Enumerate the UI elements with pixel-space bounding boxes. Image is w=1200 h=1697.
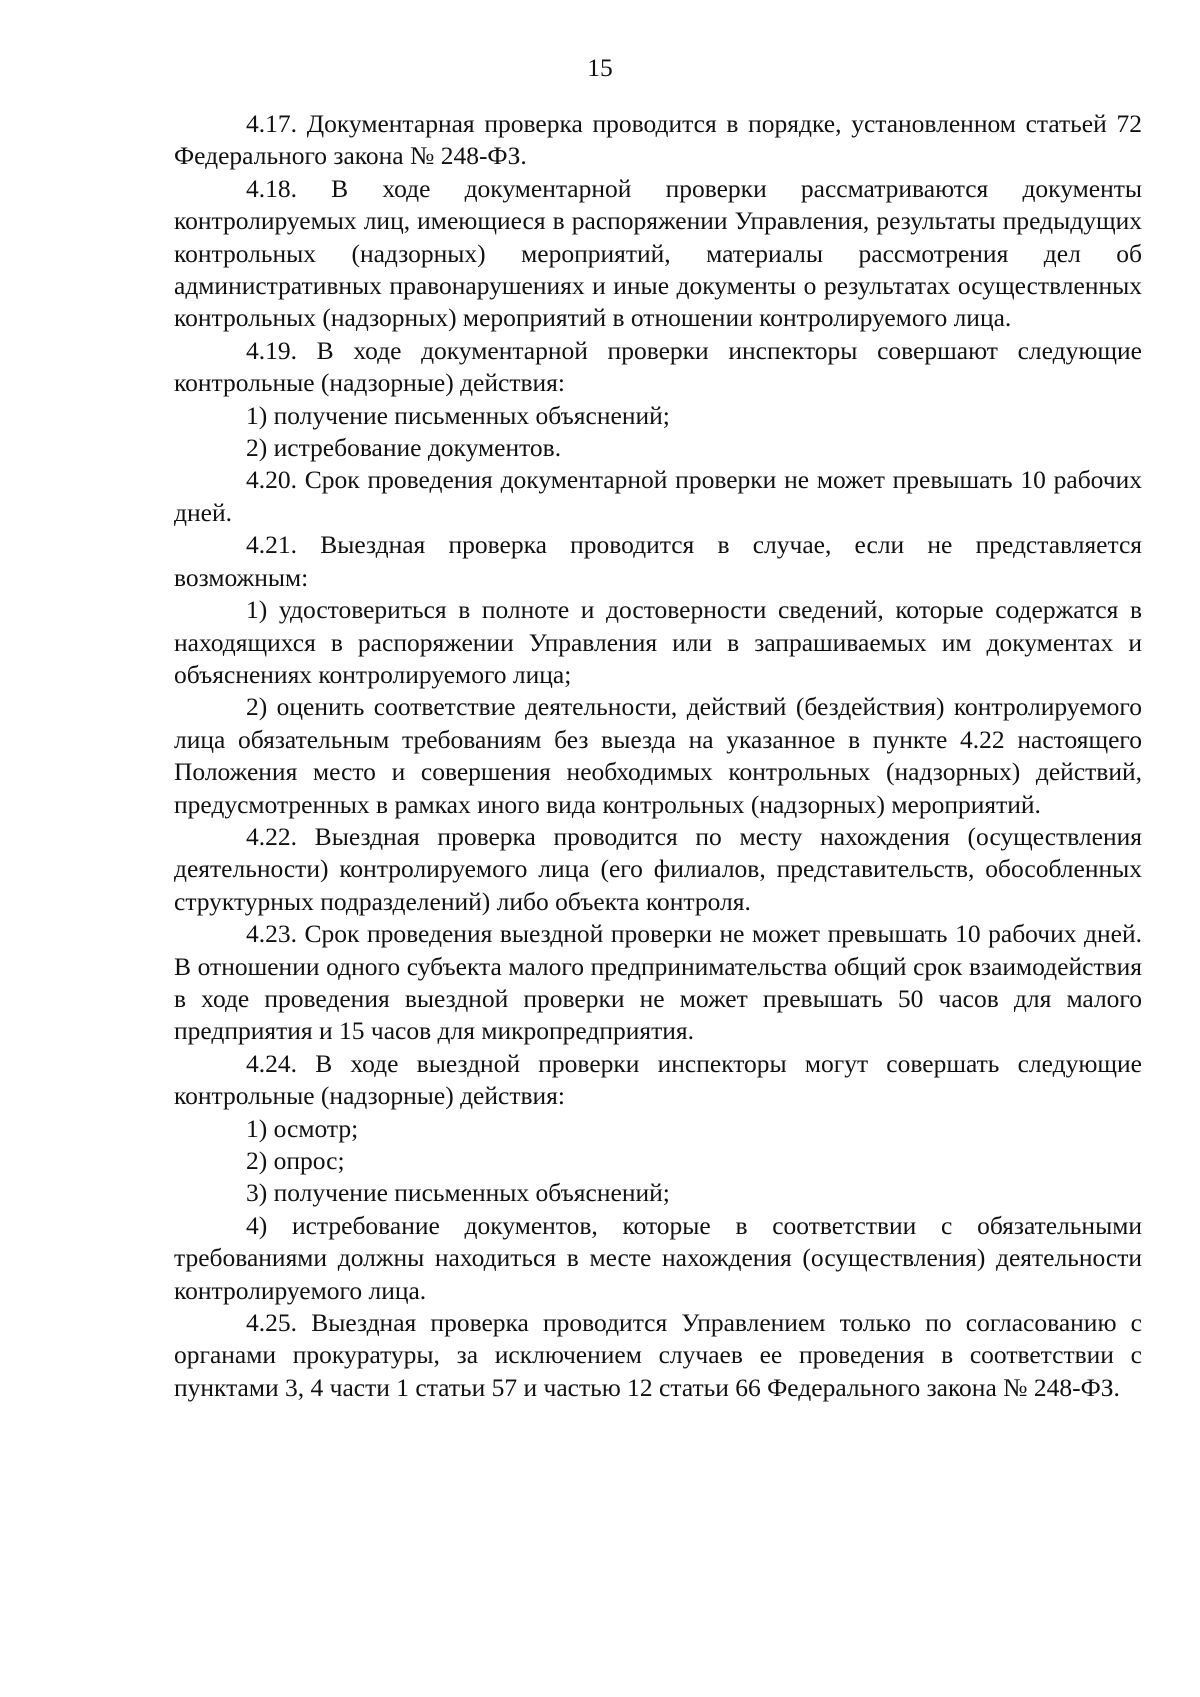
paragraph-4-18: 4.18. В ходе документарной проверки рассматриваются документы контролируемых лиц, имеющиеся в распоряжении Управления, результаты предыдущих контрольных (надзорных) мероприятий, материалы рассмотрения дел об административных правонарушениях и иные документы о результатах осуществленных контрольных (надзорных) мероприятий в отношении контролируемого лица. <box>174 173 1142 333</box>
paragraph-4-24: 4.24. В ходе выездной проверки инспекторы могут совершать следующие контрольные (надзорные) действия: <box>174 1048 1142 1111</box>
list-item: 2) истребование документов. <box>246 433 562 463</box>
paragraph-4-17: 4.17. Документарная проверка проводится в порядке, установленном статьей 72 Федерального закона № 248-ФЗ. <box>174 109 1142 171</box>
document-body <box>174 108 1142 1404</box>
list-item: 1) получение письменных объяснений; <box>246 400 670 430</box>
page-number: 15 <box>587 53 613 82</box>
list-item: 1) осмотр; <box>246 1113 359 1143</box>
list-item: 3) получение письменных объяснений; <box>246 1178 670 1208</box>
list-item: 1) удостовериться в полноте и достоверности сведений, которые содержатся в находящихся в распоряжении Управления или в запрашиваемых им документах и объяснениях контролируемого лица; <box>174 595 1142 689</box>
list-item: 2) опрос; <box>246 1146 345 1175</box>
paragraph-4-22: 4.22. Выездная проверка проводится по месту нахождения (осуществления деятельности) контролируемого лица (его филиалов, представительств, обособленных структурных подразделений) либо объекта контроля. <box>174 821 1142 916</box>
list-item: 4) истребование документов, которые в соответствии с обязательными требованиями должны находиться в месте нахождения (осуществления) деятельности контролируемого лица. <box>174 1210 1142 1305</box>
paragraph-4-25: 4.25. Выездная проверка проводится Управлением только по согласованию с органами прокуратуры, за исключением случаев ее проведения в соответствии с пунктами 3, 4 части 1 статьи 57 и частью 12 статьи 66 Федерального закона № 248-ФЗ. <box>174 1308 1142 1402</box>
list-item: 2) оценить соответствие деятельности, действий (бездействия) контролируемого лица обязательным требованиям без выезда на указанное в пункте 4.22 настоящего Положения место и совершения необходимых контрольных (надзорных) действий, предусмотренных в рамках иного вида контрольных (надзорных) мероприятий. <box>174 692 1142 819</box>
paragraph-4-20: 4.20. Срок проведения документарной проверки не может превышать 10 рабочих дней. <box>174 465 1142 527</box>
paragraph-4-21: 4.21. Выездная проверка проводится в случае, если не представляется возможным: <box>174 530 1142 592</box>
paragraph-4-19: 4.19. В ходе документарной проверки инспекторы совершают следующие контрольные (надзорные) действия: <box>174 335 1142 398</box>
paragraph-4-23: 4.23. Срок проведения выездной проверки не может превышать 10 рабочих дней. В отношении одного субъекта малого предпринимательства общий срок взаимодействия в ходе проведения выездной проверки не может превышать 50 часов для малого предприятия и 15 часов для микропредприятия. <box>174 919 1142 1046</box>
